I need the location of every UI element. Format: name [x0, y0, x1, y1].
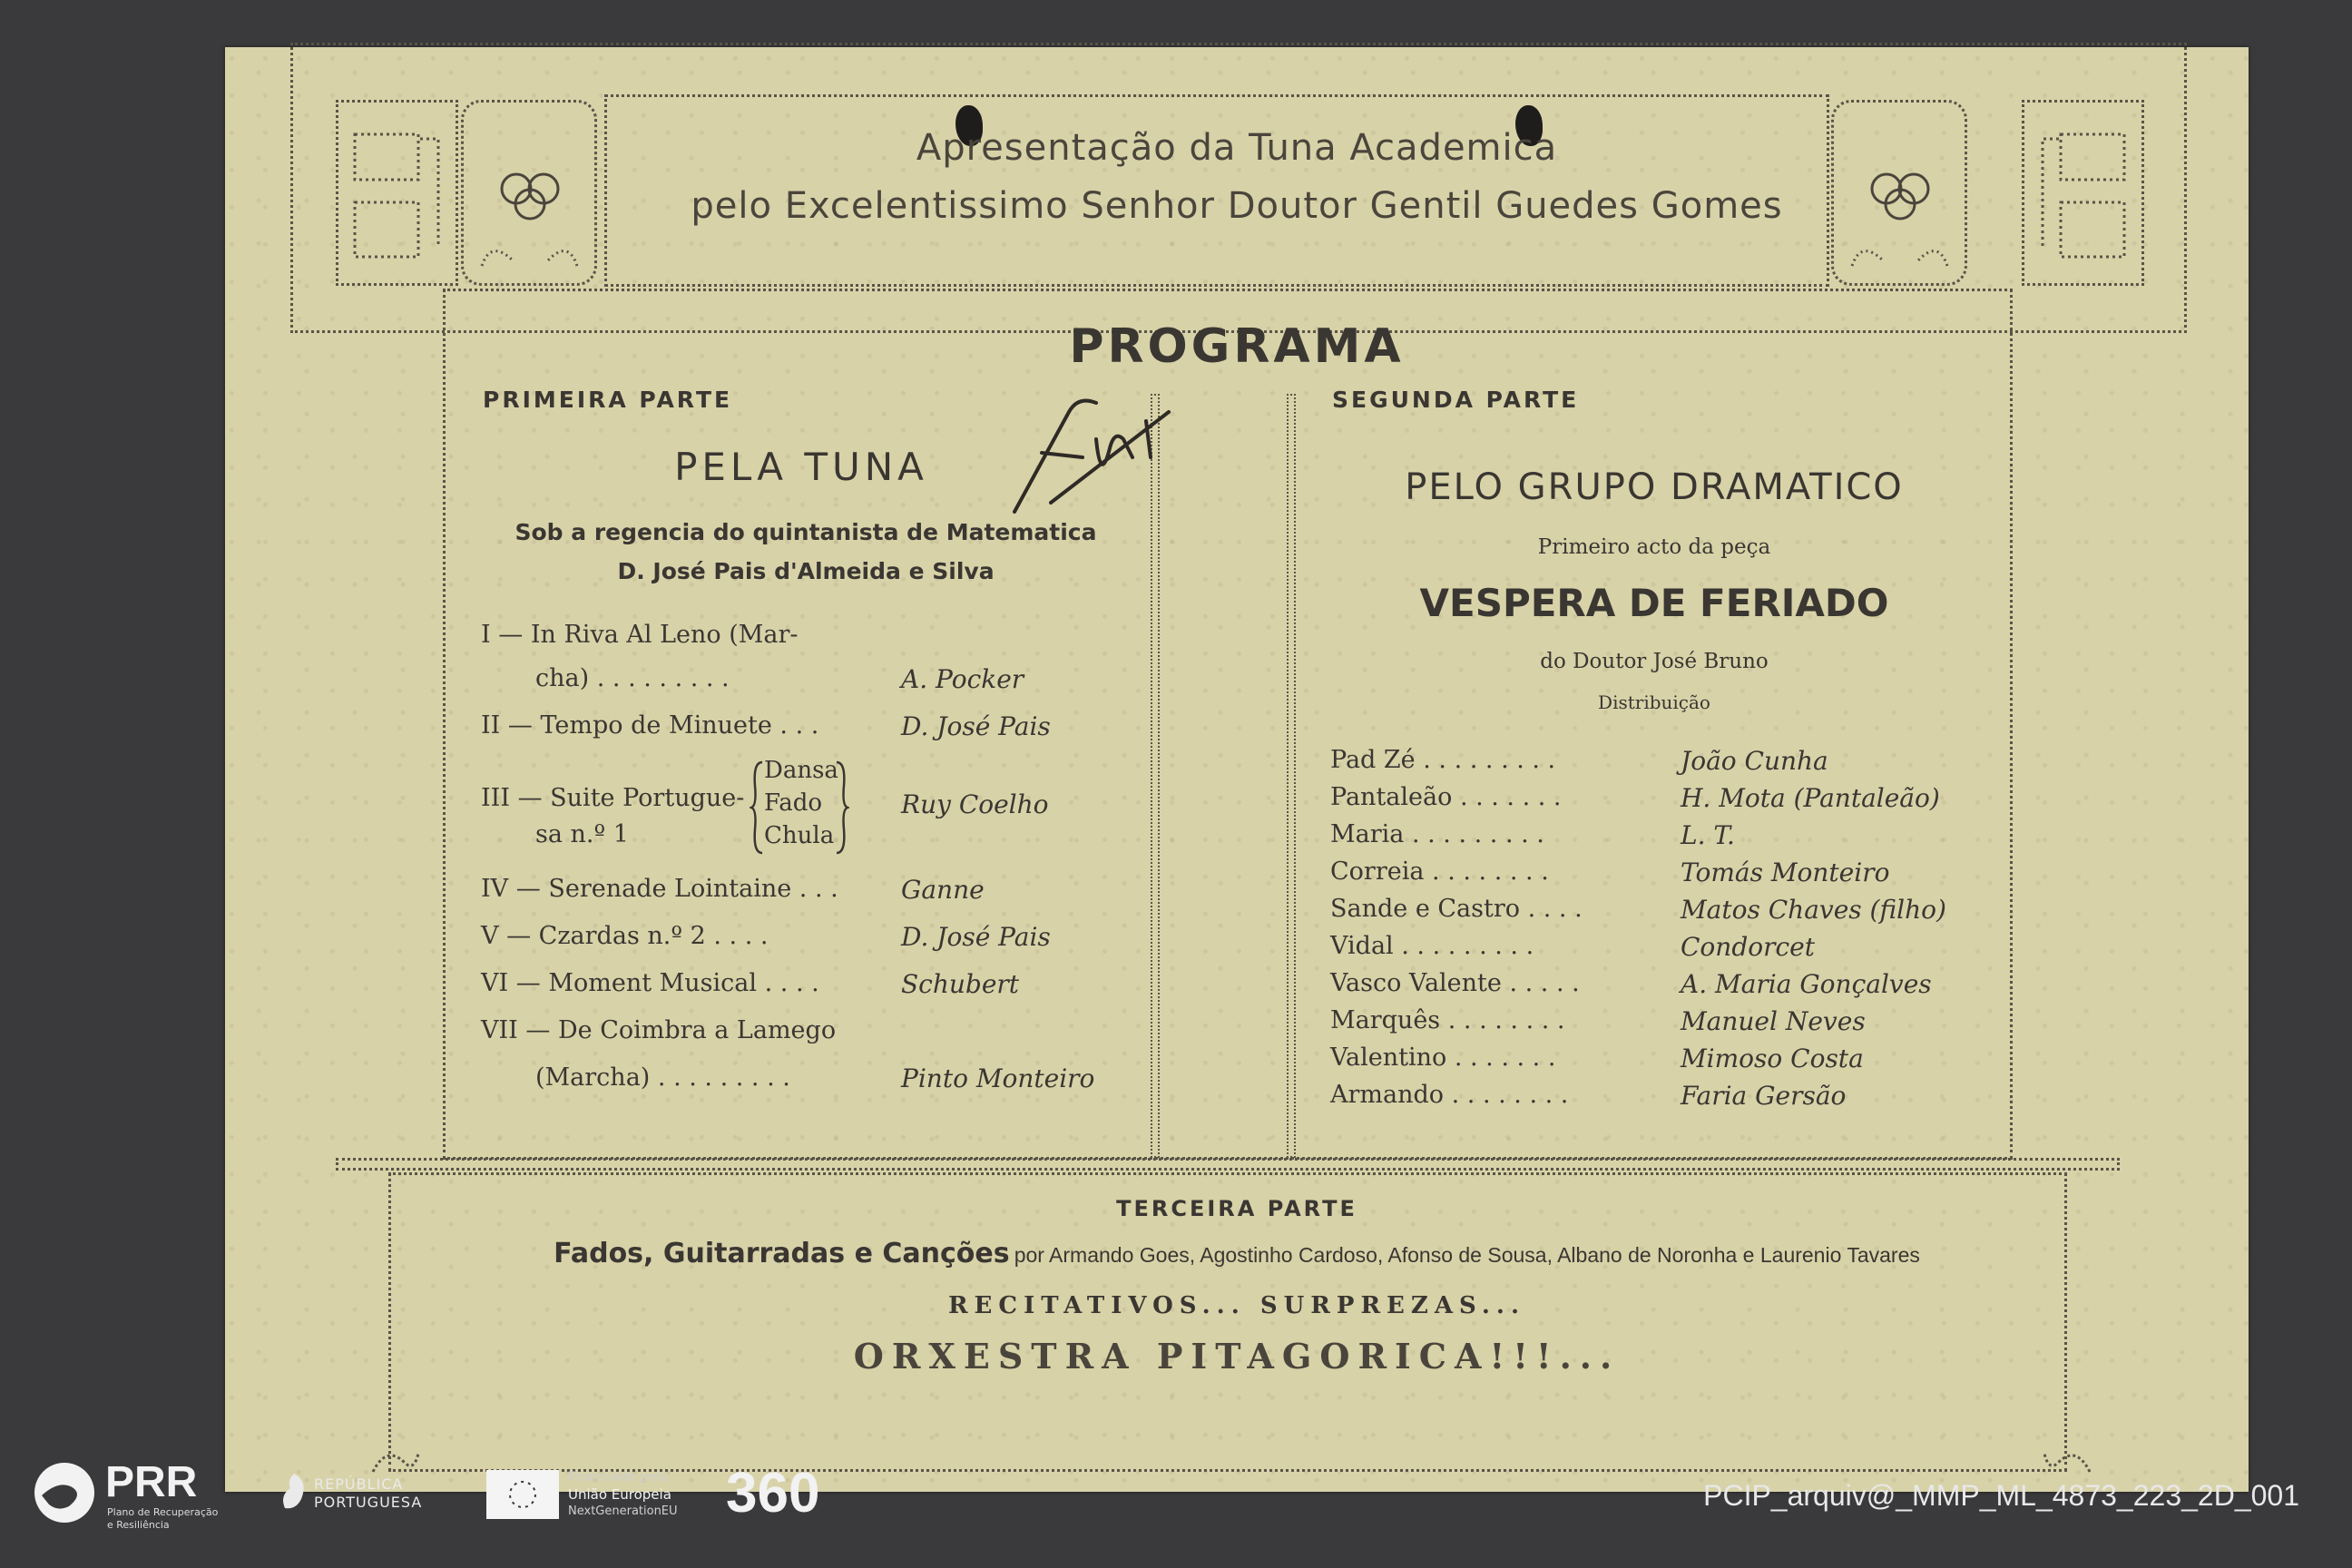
part3-line1-rest: por Armando Goes, Agostinho Cardoso, Afonso de Sousa, Albano de Noronha e Laurenio Tavares [1014, 1243, 1920, 1267]
cast-actor: Condorcet [1681, 932, 1815, 962]
program-item-1: I — In Riva Al Leno (Mar- [481, 621, 799, 649]
part3-frame [336, 1158, 2120, 1171]
program-item-7: VII — De Coimbra a Lamego [481, 1016, 837, 1044]
eu-flag-icon [486, 1470, 559, 1519]
part1-heading: PELA TUNA [674, 445, 928, 489]
program-item-2: II — Tempo de Minuete . . . [481, 711, 819, 740]
part1-sub1: Sob a regencia do quintanista de Matematica [514, 519, 1097, 545]
program-sheet [225, 47, 2249, 1492]
cast-role: Vasco Valente . . . . . [1330, 969, 1580, 997]
program-item-6-author: Schubert [901, 969, 1020, 999]
program-item-1-cont: cha) . . . . . . . . . [535, 664, 730, 692]
cast-actor: Mimoso Costa [1681, 1044, 1864, 1073]
suite-movement-2: Fado [764, 789, 823, 817]
cast-role: Correia . . . . . . . . [1330, 858, 1549, 886]
eu-stars-icon [500, 1476, 545, 1513]
cast-role: Vidal . . . . . . . . . [1330, 932, 1534, 960]
cast-role: Maria . . . . . . . . . [1330, 820, 1544, 848]
cast-role: Pantaleão . . . . . . . [1330, 783, 1562, 811]
bottom-ornament-right [2040, 1436, 2094, 1481]
program-item-6: VI — Moment Musical . . . . [481, 969, 819, 997]
program-item-5: V — Czardas n.º 2 . . . . [481, 922, 769, 950]
program-item-3: III — Suite Portugue- [481, 784, 745, 812]
header-line-2: pelo Excelentissimo Senhor Doutor Gentil Guedes Gomes [691, 185, 1783, 227]
cast-role: Pad Zé . . . . . . . . . [1330, 746, 1556, 774]
cast-actor: João Cunha [1681, 746, 1828, 776]
program-title: PROGRAMA [1069, 319, 1405, 374]
part1-sub2: D. José Pais d'Almeida e Silva [617, 558, 995, 584]
part3-line2: RECITATIVOS... SURPREZAS... [947, 1292, 1526, 1319]
prr-label: PRR [105, 1458, 198, 1506]
logo-360: 360 [726, 1462, 820, 1524]
republica-line2: PORTUGUESA [314, 1494, 423, 1511]
part2-label: SEGUNDA PARTE [1332, 387, 1580, 413]
part3-line1-bold: Fados, Guitarradas e Canções [554, 1238, 1010, 1269]
cast-role: Armando . . . . . . . . [1330, 1081, 1569, 1109]
cast-role: Marquês . . . . . . . . [1330, 1006, 1565, 1034]
part3-line3: ORXESTRA PITAGORICA!!!... [853, 1336, 1621, 1377]
play-title: VESPERA DE FERIADO [1419, 581, 1889, 625]
cast-actor: Faria Gersão [1681, 1081, 1847, 1111]
part2-sub1: Primeiro acto da peça [1537, 535, 1771, 559]
play-author: do Doutor José Bruno [1540, 650, 1769, 673]
part1-label: PRIMEIRA PARTE [483, 387, 733, 413]
cast-role: Sande e Castro . . . . [1330, 895, 1583, 923]
prr-sub1: Plano de Recuperação [107, 1506, 219, 1518]
prr-sub2: e Resiliência [107, 1519, 170, 1531]
program-item-4-author: Ganne [901, 875, 985, 905]
header-line-1: Apresentação da Tuna Academica [916, 127, 1558, 169]
program-item-3-author: Ruy Coelho [901, 789, 1049, 819]
program-item-7-author: Pinto Monteiro [901, 1063, 1095, 1093]
archive-id: PCIP_arquiv@_MMP_ML_4873_223_2D_001 [1703, 1479, 2299, 1512]
cast-actor: Matos Chaves (filho) [1681, 895, 1946, 925]
cast-role: Valentino . . . . . . . [1330, 1044, 1556, 1072]
cast-actor: Manuel Neves [1681, 1006, 1866, 1036]
program-item-5-author: D. José Pais [901, 922, 1051, 952]
program-item-7-cont: (Marcha) . . . . . . . . . [535, 1063, 790, 1092]
footer-logos [33, 1452, 940, 1531]
cast-actor: H. Mota (Pantaleão) [1681, 783, 1940, 813]
part3-label: TERCEIRA PARTE [1116, 1196, 1357, 1221]
program-item-2-author: D. José Pais [901, 711, 1051, 741]
program-item-4: IV — Serenade Lointaine . . . [481, 875, 838, 903]
cast-actor: L. T. [1681, 820, 1735, 850]
eu-line2: União Europeia [568, 1486, 671, 1503]
prr-logo-icon [33, 1461, 96, 1524]
program-item-3-cont: sa n.º 1 [535, 820, 629, 848]
republica-emblem-icon [278, 1472, 310, 1512]
cast-actor: A. Maria Gonçalves [1681, 969, 1932, 999]
suite-movement-3: Chula [764, 822, 835, 849]
part2-column-rule [1287, 394, 1296, 1158]
eu-line1: Financiado pela [568, 1470, 668, 1485]
part3-line1 [225, 1238, 2249, 1269]
program-item-1-author: A. Pocker [901, 664, 1024, 694]
brace-icon [750, 759, 849, 857]
eu-line3: NextGenerationEU [568, 1504, 678, 1518]
cast-heading: Distribuição [1598, 691, 1710, 713]
cast-actor: Tomás Monteiro [1681, 858, 1890, 887]
republica-line1: REPÚBLICA [314, 1475, 404, 1493]
suite-movement-1: Dansa [764, 757, 838, 784]
part2-heading: PELO GRUPO DRAMATICO [1405, 466, 1904, 508]
